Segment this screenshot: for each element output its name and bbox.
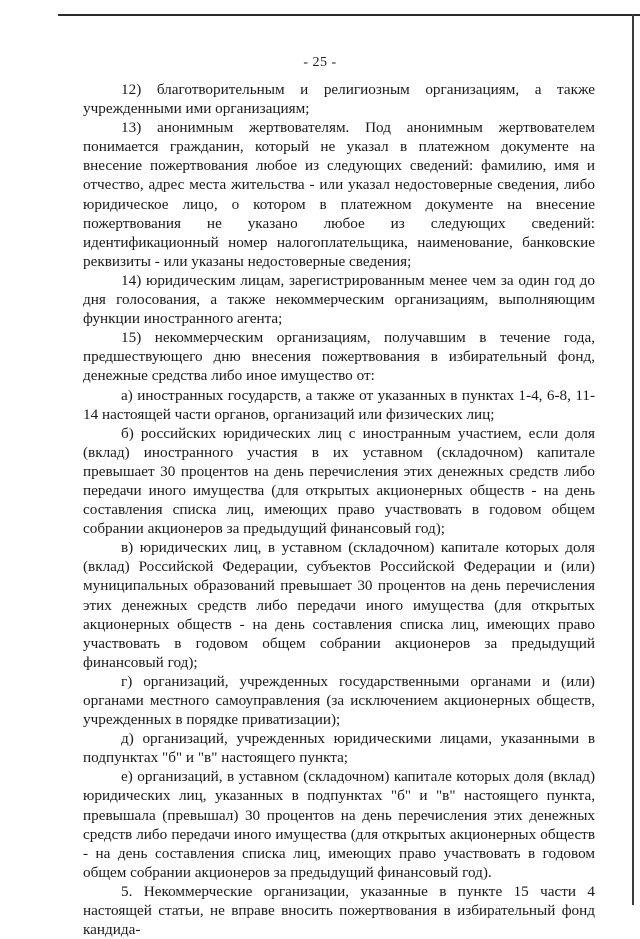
subparagraph-b: б) российских юридических лиц с иностранным участием, если доля (вклад) иностранного участия в их уставном (складочном) капитале превышает 30 процентов на день перечисления этих денежных средств либо передачи иного имущества (для открытых акционерных обществ - на день составления списка лиц, имеющих право участвовать в годовом общем собрании акционеров за предыдущий финансовый год);	[83, 424, 595, 538]
subparagraph-g: г) организаций, учрежденных государственными органами и (или) органами местного самоуправления (за исключением акционерных обществ, учрежденных в порядке приватизации);	[83, 672, 595, 729]
scan-border-top	[58, 14, 640, 16]
subparagraph-d: д) организаций, учрежденных юридическими лицами, указанными в подпунктах "б" и "в" настоящего пункта;	[83, 730, 595, 767]
document-body	[83, 80, 595, 939]
paragraph-item-15: 15) некоммерческим организациям, получавшим в течение года, предшествующего дню внесения пожертвования в избирательный фонд, денежные средства либо иное имущество от:	[83, 329, 595, 385]
page-number: - 25 -	[303, 55, 337, 70]
subparagraph-v: в) юридических лиц, в уставном (складочном) капитале которых доля (вклад) Российской Федерации, субъектов Российской Федерации и (или) муниципальных образований превышает 30 процентов на день перечисления этих денежных средств либо передачи иного имущества (для открытых акционерных обществ - на день составления списка лиц, имеющих право участвовать в годовом общем собрании акционеров за предыдущий финансовый год);	[83, 539, 595, 671]
scan-border-right	[632, 14, 634, 905]
paragraph-item-12: 12) благотворительным и религиозным организациям, а также учрежденными ими организациям;	[83, 81, 595, 118]
paragraph-item-14: 14) юридическим лицам, зарегистрированным менее чем за один год до дня голосования, а также некоммерческим организациям, выполняющим функции иностранного агента;	[83, 271, 595, 328]
section-5-paragraph: 5. Некоммерческие организации, указанные в пункте 15 части 4 настоящей статьи, не вправе вносить пожертвования в избирательный фонд кандида-	[83, 882, 595, 939]
subparagraph-a: а) иностранных государств, а также от указанных в пунктах 1-4, 6-8, 11-14 настоящей части органов, организаций или физических лиц;	[83, 386, 595, 423]
subparagraph-e: е) организаций, в уставном (складочном) капитале которых доля (вклад) юридических лиц, указанных в подпунктах "б" и "в" настоящего пункта, превышала (превышал) 30 процентов на день перечисления этих денежных средств либо передачи иного имущества (для открытых акционерных обществ - на день составления списка лиц, имеющих право участвовать в годовом общем собрании акционеров за предыдущий финансовый год).	[83, 768, 595, 881]
paragraph-item-13: 13) анонимным жертвователям. Под анонимным жертвователем понимается гражданин, который не указал в платежном документе на внесение пожертвования любое из следующих сведений: фамилию, имя и отчество, адрес места жительства - или указал недостоверные сведения, либо юридическое лицо, о котором в платежном документе на внесение пожертвования не указано любое из следующих сведений: идентификационный номер налогоплательщика, наименование, банковские реквизиты - или указаны недостоверные сведения;	[83, 119, 595, 270]
